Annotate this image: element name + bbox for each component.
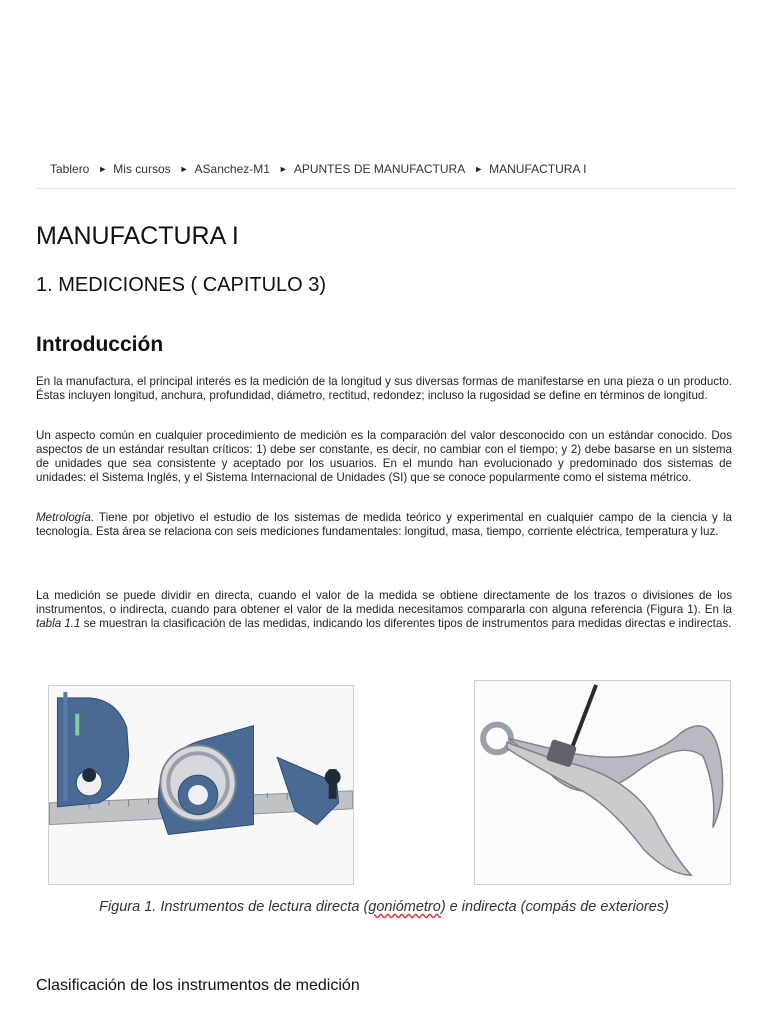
caliper-image [474,680,731,885]
section-title: 1. MEDICIONES ( CAPITULO 3) [36,274,327,296]
metrologia-paragraph [36,511,732,539]
outside-caliper-illustration [475,681,730,884]
breadcrumb-link-tablero[interactable]: Tablero [50,162,90,176]
figure-caption-goniometro: goniómetro [368,899,441,915]
goniometer-image [48,685,354,885]
combination-square-illustration [49,686,353,884]
table-reference: tabla 1.1 [36,617,81,630]
breadcrumb-link-apuntes[interactable]: APUNTES DE MANUFACTURA [293,162,466,176]
breadcrumb-separator-icon: ► [278,164,288,174]
intro-paragraph-1: En la manufactura, el principal interés es la medición de la longitud y sus diversas formas de manifestarse en una pieza o un producto. Éstas incluyen longitud, anchura, profundidad, diámetro, rectitud, redondez; incluso la rugosidad se define en términos de longitud. [36,375,732,402]
measurement-text-b: se muestran la clasificación de las medidas, indicando los diferentes tipos de instrumentos para medidas directas e indirectas. [80,617,732,630]
figure-caption-text-a: Figura 1. Instrumentos de lectura directa ( [99,899,369,915]
metrologia-term: Metrología [36,511,91,524]
measurement-paragraph [36,589,732,631]
classification-heading: Clasificación de los instrumentos de medición [36,977,360,994]
breadcrumb-divider [36,188,736,189]
intro-heading: Introducción [36,333,164,356]
figure-caption-text-b: ) e indirecta (compás de exteriores) [440,899,669,915]
breadcrumb [50,162,586,176]
breadcrumb-separator-icon: ► [474,164,484,174]
intro-paragraph-2: Un aspecto común en cualquier procedimiento de medición es la comparación del valor desconocido con un estándar conocido. Dos aspectos de un estándar resultan críticos: 1) debe ser constante, es decir, no cambiar con el tiempo; y 2) debe basarse en un sistema de unidades que sea consistente y aceptado por los usuarios. En el mundo han evolucionado y predominado dos sistemas de unidades: el Sistema Inglés, y el Sistema Internacional de Unidades (SI) que se conoce popularmente como el sistema métrico. [36,429,732,484]
breadcrumb-link-course[interactable]: ASanchez-M1 [194,162,270,176]
breadcrumb-link-mis-cursos[interactable]: Mis cursos [113,162,171,176]
measurement-text-a: La medición se puede dividir en directa, cuando el valor de la medida se obtiene directamente de los trazos o divisiones de los instrumentos, o indirecta, cuando para obtener el valor de la medida necesitamos compararla con alguna referencia (Figura 1). En la [36,589,732,616]
metrologia-text: . Tiene por objetivo el estudio de los sistemas de medida teórico y experimental en cualquier campo de la ciencia y la tecnología. Esta área se relaciona con seis mediciones fundamentales: longitud, masa, tiempo, corriente eléctrica, temperatura y luz. [36,511,732,538]
figure-caption [0,899,768,915]
breadcrumb-current-page: MANUFACTURA I [489,162,587,176]
page-title: MANUFACTURA I [36,222,239,250]
breadcrumb-separator-icon: ► [179,164,189,174]
breadcrumb-separator-icon: ► [98,164,108,174]
